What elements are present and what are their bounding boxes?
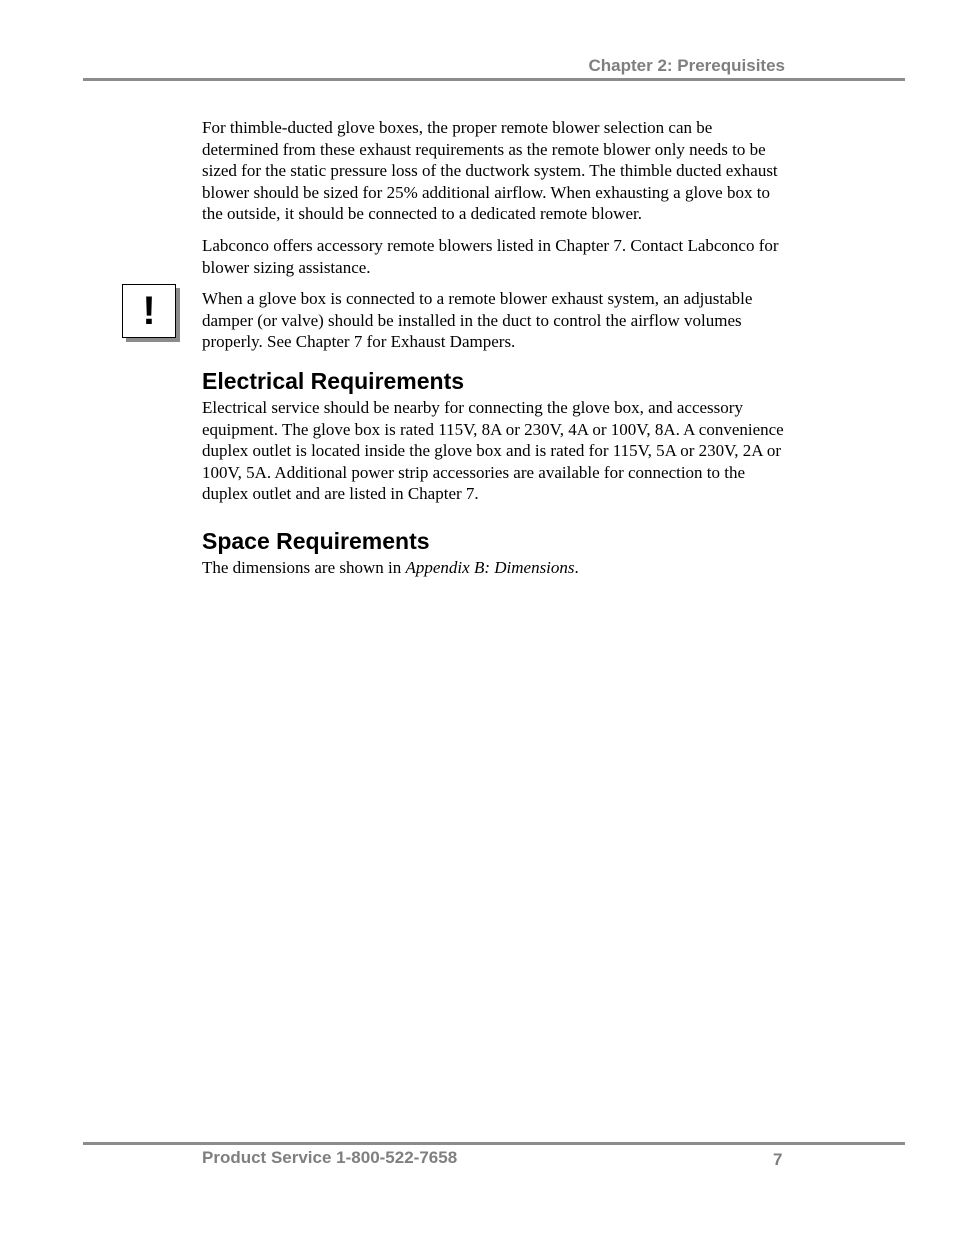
space-text-end: . bbox=[574, 557, 579, 577]
paragraph-thimble-ducted: For thimble-ducted glove boxes, the proper remote blower selection can be determined from these exhaust requirements as the remote blower only needs to be sized for the static pressure loss of the ductwork system. The thimble ducted exhaust blower should be sized for 25% additional airflow. When exhausting a glove box to the outside, it should be connected to a dedicated remote blower. bbox=[202, 118, 778, 224]
paragraph-remote-blowers: Labconco offers accessory remote blowers listed in Chapter 7. Contact Labconco for blower sizing assistance. bbox=[202, 235, 779, 277]
paragraph-space bbox=[202, 557, 792, 579]
space-text: The dimensions are shown in bbox=[202, 557, 406, 577]
warning-block bbox=[142, 288, 792, 353]
appendix-reference: Appendix B: Dimensions bbox=[405, 557, 575, 577]
heading-electrical-requirements: Electrical Requirements bbox=[202, 367, 465, 394]
footer-rule bbox=[83, 1142, 905, 1145]
product-service-phone: Product Service 1-800-522-7658 bbox=[202, 1148, 458, 1167]
paragraph-damper-warning: When a glove box is connected to a remote blower exhaust system, an adjustable damper (or valve) should be installed in the duct to control the airflow volumes properly. See Chapter 7 for Exhaust Dampers. bbox=[202, 289, 753, 352]
page-number: 7 bbox=[773, 1150, 783, 1169]
page-body bbox=[142, 117, 792, 589]
chapter-title: Chapter 2: Prerequisites bbox=[588, 56, 785, 75]
paragraph-electrical: Electrical service should be nearby for connecting the glove box, and accessory equipment. The glove box is rated 115V, 8A or 230V, 4A or 100V, 8A. A convenience duplex outlet is located inside the glove box and is rated for 115V, 5A or 230V, 2A or 100V, 5A. Additional power strip accessories are available for connection to the duplex outlet and are listed in Chapter 7. bbox=[202, 397, 784, 504]
warning-icon: ! bbox=[122, 284, 176, 338]
header-rule bbox=[83, 78, 905, 81]
heading-space-requirements: Space Requirements bbox=[202, 527, 430, 554]
